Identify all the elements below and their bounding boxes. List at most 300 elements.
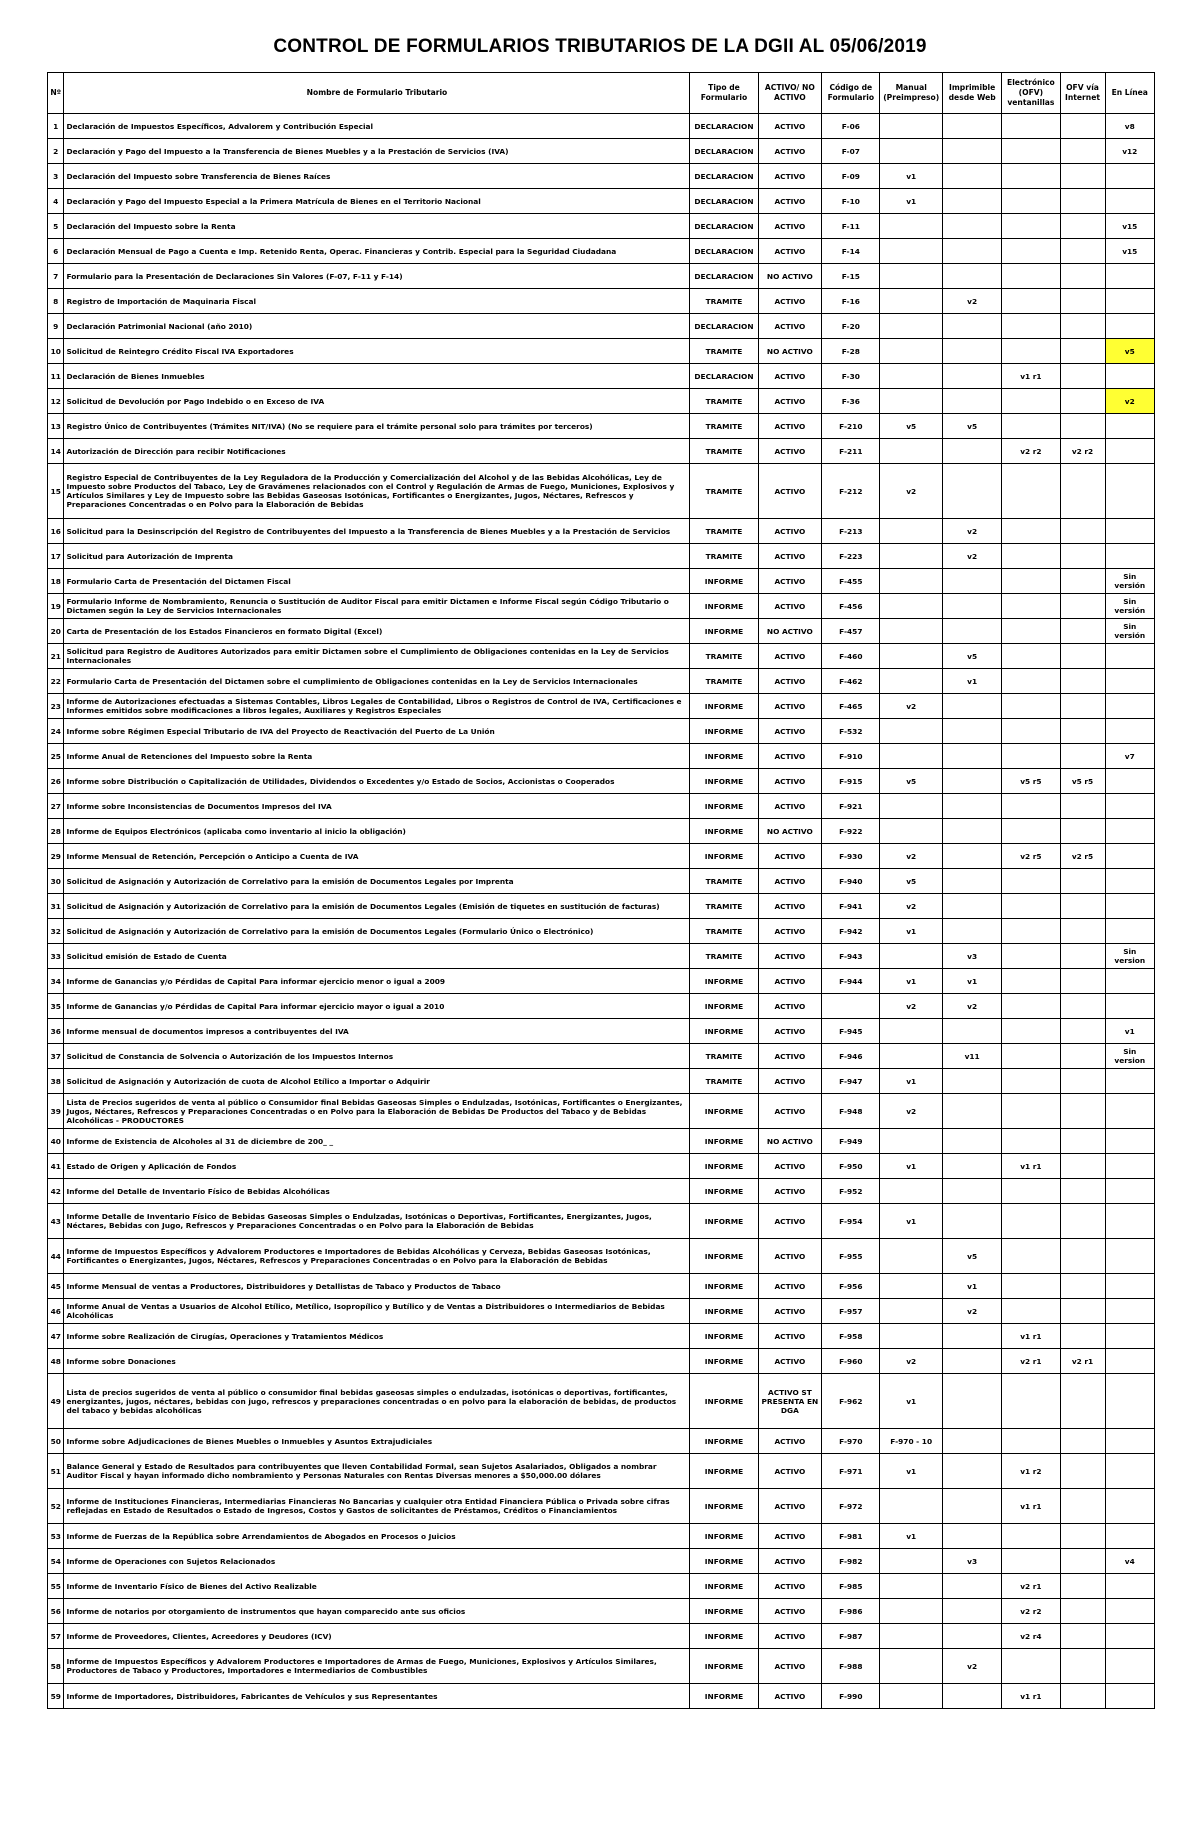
cell-codigo: F-987 [822, 1624, 880, 1649]
cell-tipo: INFORME [690, 1019, 758, 1044]
cell-name: Registro Único de Contribuyentes (Trámites NIT/IVA) (No se requiere para el trámite personal solo para trámites por terceros) [64, 414, 690, 439]
cell-ofv [1060, 164, 1105, 189]
cell-codigo: F-942 [822, 919, 880, 944]
cell-codigo: F-14 [822, 239, 880, 264]
cell-web [943, 894, 1002, 919]
cell-ofv [1060, 239, 1105, 264]
cell-ofv [1060, 694, 1105, 719]
cell-num: 30 [48, 869, 64, 894]
cell-en-linea [1105, 719, 1154, 744]
cell-en-linea [1105, 969, 1154, 994]
cell-electronico: v1 r1 [1002, 1684, 1060, 1709]
cell-num: 41 [48, 1154, 64, 1179]
cell-name: Formulario Carta de Presentación del Dictamen Fiscal [64, 569, 690, 594]
cell-web [943, 694, 1002, 719]
cell-en-linea [1105, 164, 1154, 189]
table-row [48, 189, 1155, 214]
cell-electronico [1002, 1094, 1060, 1129]
cell-estado: ACTIVO [758, 1204, 822, 1239]
cell-ofv [1060, 1019, 1105, 1044]
cell-tipo: INFORME [690, 1489, 758, 1524]
cell-ofv [1060, 1574, 1105, 1599]
table-row [48, 1299, 1155, 1324]
cell-manual [880, 1044, 943, 1069]
cell-electronico [1002, 519, 1060, 544]
cell-web: v1 [943, 969, 1002, 994]
cell-num: 13 [48, 414, 64, 439]
table-row [48, 1524, 1155, 1549]
cell-codigo: F-36 [822, 389, 880, 414]
cell-en-linea [1105, 1299, 1154, 1324]
cell-codigo: F-940 [822, 869, 880, 894]
cell-ofv [1060, 594, 1105, 619]
cell-web [943, 439, 1002, 464]
cell-tipo: INFORME [690, 819, 758, 844]
cell-manual [880, 719, 943, 744]
cell-estado: NO ACTIVO [758, 619, 822, 644]
table-row [48, 969, 1155, 994]
cell-web [943, 1574, 1002, 1599]
cell-en-linea: Sin versión [1105, 619, 1154, 644]
cell-num: 3 [48, 164, 64, 189]
cell-electronico [1002, 919, 1060, 944]
cell-electronico [1002, 189, 1060, 214]
cell-electronico [1002, 969, 1060, 994]
table-body [48, 114, 1155, 1709]
cell-web [943, 1154, 1002, 1179]
cell-tipo: TRAMITE [690, 289, 758, 314]
cell-name: Lista de Precios sugeridos de venta al público o Consumidor final Bebidas Gaseosas Simples o Endulzadas, Isotónicas, Fortificantes o Energizantes, Jugos, Néctares, Refrescos y Preparaciones Concentradas o en Polvo para la Elaboración de Bebidas De Productos del Tabaco y de Bebidas Alcohólicas - PRODUCTORES [64, 1094, 690, 1129]
cell-ofv [1060, 719, 1105, 744]
cell-manual [880, 1574, 943, 1599]
cell-web [943, 314, 1002, 339]
cell-en-linea [1105, 1324, 1154, 1349]
cell-electronico: v2 r5 [1002, 844, 1060, 869]
cell-manual [880, 339, 943, 364]
cell-electronico [1002, 1649, 1060, 1684]
cell-web [943, 139, 1002, 164]
cell-web: v2 [943, 994, 1002, 1019]
cell-web: v5 [943, 1239, 1002, 1274]
cell-web: v2 [943, 544, 1002, 569]
cell-web [943, 844, 1002, 869]
table-row [48, 644, 1155, 669]
header-num: Nº [48, 73, 64, 114]
cell-ofv [1060, 819, 1105, 844]
cell-en-linea [1105, 844, 1154, 869]
cell-name: Informe de Equipos Electrónicos (aplicaba como inventario al inicio la obligación) [64, 819, 690, 844]
cell-estado: ACTIVO [758, 364, 822, 389]
cell-tipo: INFORME [690, 794, 758, 819]
cell-web: v5 [943, 414, 1002, 439]
cell-num: 40 [48, 1129, 64, 1154]
table-row [48, 1574, 1155, 1599]
cell-tipo: TRAMITE [690, 414, 758, 439]
table-row [48, 264, 1155, 289]
cell-electronico [1002, 214, 1060, 239]
cell-manual: F-970 - 10 [880, 1429, 943, 1454]
cell-estado: ACTIVO [758, 969, 822, 994]
cell-web: v2 [943, 519, 1002, 544]
cell-name: Informe de Existencia de Alcoholes al 31 de diciembre de 200_ _ [64, 1129, 690, 1154]
cell-electronico [1002, 619, 1060, 644]
cell-tipo: TRAMITE [690, 389, 758, 414]
cell-estado: ACTIVO [758, 994, 822, 1019]
cell-estado: ACTIVO [758, 744, 822, 769]
cell-estado: ACTIVO [758, 1154, 822, 1179]
cell-estado: ACTIVO [758, 314, 822, 339]
cell-tipo: DECLARACION [690, 364, 758, 389]
cell-ofv [1060, 794, 1105, 819]
table-row [48, 1429, 1155, 1454]
cell-name: Informe sobre Donaciones [64, 1349, 690, 1374]
cell-en-linea [1105, 1154, 1154, 1179]
cell-en-linea [1105, 994, 1154, 1019]
cell-web [943, 1324, 1002, 1349]
cell-tipo: INFORME [690, 1239, 758, 1274]
table-row [48, 819, 1155, 844]
cell-codigo: F-955 [822, 1239, 880, 1274]
cell-name: Solicitud de Asignación y Autorización de Correlativo para la emisión de Documentos Legales (Emisión de tiquetes en sustitución de facturas) [64, 894, 690, 919]
table-row [48, 594, 1155, 619]
cell-codigo: F-946 [822, 1044, 880, 1069]
cell-ofv [1060, 1684, 1105, 1709]
cell-manual [880, 1324, 943, 1349]
cell-web [943, 164, 1002, 189]
cell-manual [880, 114, 943, 139]
cell-electronico: v1 r1 [1002, 1489, 1060, 1524]
cell-tipo: TRAMITE [690, 339, 758, 364]
cell-en-linea [1105, 1094, 1154, 1129]
cell-codigo: F-960 [822, 1349, 880, 1374]
cell-codigo: F-943 [822, 944, 880, 969]
cell-electronico [1002, 139, 1060, 164]
cell-en-linea [1105, 1129, 1154, 1154]
cell-num: 4 [48, 189, 64, 214]
cell-tipo: INFORME [690, 1454, 758, 1489]
cell-electronico [1002, 164, 1060, 189]
cell-ofv: v2 r1 [1060, 1349, 1105, 1374]
cell-tipo: DECLARACION [690, 239, 758, 264]
cell-num: 32 [48, 919, 64, 944]
cell-web: v11 [943, 1044, 1002, 1069]
cell-name: Declaración de Impuestos Específicos, Advalorem y Contribución Especial [64, 114, 690, 139]
cell-estado: ACTIVO [758, 569, 822, 594]
cell-ofv [1060, 464, 1105, 519]
cell-manual [880, 1649, 943, 1684]
cell-en-linea [1105, 644, 1154, 669]
cell-num: 7 [48, 264, 64, 289]
cell-num: 34 [48, 969, 64, 994]
table-row [48, 114, 1155, 139]
cell-electronico [1002, 894, 1060, 919]
cell-estado: ACTIVO [758, 519, 822, 544]
cell-estado: ACTIVO [758, 1324, 822, 1349]
cell-num: 9 [48, 314, 64, 339]
cell-manual: v2 [880, 894, 943, 919]
cell-tipo: INFORME [690, 1204, 758, 1239]
cell-codigo: F-972 [822, 1489, 880, 1524]
cell-en-linea [1105, 1069, 1154, 1094]
cell-electronico: v1 r1 [1002, 1324, 1060, 1349]
table-row [48, 1684, 1155, 1709]
cell-tipo: INFORME [690, 1154, 758, 1179]
cell-en-linea [1105, 919, 1154, 944]
cell-electronico [1002, 289, 1060, 314]
cell-num: 49 [48, 1374, 64, 1429]
cell-tipo: INFORME [690, 569, 758, 594]
cell-name: Informe Mensual de Retención, Percepción o Anticipo a Cuenta de IVA [64, 844, 690, 869]
cell-estado: ACTIVO [758, 164, 822, 189]
cell-estado: NO ACTIVO [758, 819, 822, 844]
cell-estado: ACTIVO [758, 189, 822, 214]
cell-ofv [1060, 1204, 1105, 1239]
cell-manual: v1 [880, 1454, 943, 1489]
cell-num: 20 [48, 619, 64, 644]
cell-name: Solicitud de Devolución por Pago Indebido o en Exceso de IVA [64, 389, 690, 414]
cell-en-linea [1105, 544, 1154, 569]
cell-name: Registro de Importación de Maquinaria Fiscal [64, 289, 690, 314]
cell-manual [880, 1599, 943, 1624]
cell-web: v3 [943, 1549, 1002, 1574]
cell-manual [880, 819, 943, 844]
cell-web: v1 [943, 669, 1002, 694]
cell-ofv [1060, 364, 1105, 389]
cell-en-linea [1105, 794, 1154, 819]
cell-num: 52 [48, 1489, 64, 1524]
table-row [48, 289, 1155, 314]
cell-web [943, 1454, 1002, 1489]
cell-web: v2 [943, 1299, 1002, 1324]
cell-en-linea: v15 [1105, 214, 1154, 239]
cell-web [943, 769, 1002, 794]
cell-num: 47 [48, 1324, 64, 1349]
cell-codigo: F-952 [822, 1179, 880, 1204]
cell-electronico [1002, 594, 1060, 619]
cell-tipo: TRAMITE [690, 669, 758, 694]
cell-name: Informe mensual de documentos impresos a contribuyentes del IVA [64, 1019, 690, 1044]
cell-ofv: v5 r5 [1060, 769, 1105, 794]
table-row [48, 944, 1155, 969]
cell-ofv [1060, 214, 1105, 239]
cell-web [943, 264, 1002, 289]
cell-num: 54 [48, 1549, 64, 1574]
cell-en-linea [1105, 1239, 1154, 1274]
cell-codigo: F-950 [822, 1154, 880, 1179]
cell-electronico [1002, 994, 1060, 1019]
table-row [48, 339, 1155, 364]
cell-tipo: DECLARACION [690, 139, 758, 164]
cell-estado: ACTIVO [758, 139, 822, 164]
cell-manual [880, 1019, 943, 1044]
header-electronico: Electrónico (OFV) ventanillas [1002, 73, 1060, 114]
cell-estado: ACTIVO [758, 1524, 822, 1549]
cell-ofv [1060, 139, 1105, 164]
cell-num: 17 [48, 544, 64, 569]
cell-name: Informe sobre Régimen Especial Tributario de IVA del Proyecto de Reactivación del Puerto de La Unión [64, 719, 690, 744]
table-row [48, 1094, 1155, 1129]
cell-estado: ACTIVO [758, 1454, 822, 1489]
cell-manual: v5 [880, 869, 943, 894]
cell-electronico [1002, 114, 1060, 139]
table-row [48, 1624, 1155, 1649]
cell-manual: v1 [880, 1204, 943, 1239]
cell-codigo: F-456 [822, 594, 880, 619]
cell-codigo: F-954 [822, 1204, 880, 1239]
cell-codigo: F-28 [822, 339, 880, 364]
cell-name: Declaración Patrimonial Nacional (año 2010) [64, 314, 690, 339]
cell-manual [880, 1299, 943, 1324]
cell-tipo: DECLARACION [690, 214, 758, 239]
cell-codigo: F-212 [822, 464, 880, 519]
cell-name: Informe de Proveedores, Clientes, Acreedores y Deudores (ICV) [64, 1624, 690, 1649]
table-row [48, 1239, 1155, 1274]
cell-tipo: INFORME [690, 1429, 758, 1454]
table-row [48, 164, 1155, 189]
cell-codigo: F-462 [822, 669, 880, 694]
cell-num: 29 [48, 844, 64, 869]
cell-en-linea [1105, 669, 1154, 694]
cell-electronico [1002, 819, 1060, 844]
cell-tipo: INFORME [690, 719, 758, 744]
cell-name: Informe Detalle de Inventario Físico de Bebidas Gaseosas Simples o Endulzadas, Isotónicas o Deportivas, Fortificantes, Energizantes, Jugos, Néctares, Bebidas con Jugo, Refrescos y Preparaciones Concentradas o en Polvo para la Elaboración de Bebidas [64, 1204, 690, 1239]
cell-estado: ACTIVO [758, 869, 822, 894]
cell-tipo: INFORME [690, 1649, 758, 1684]
cell-electronico [1002, 1204, 1060, 1239]
table-header-row [48, 73, 1155, 114]
cell-ofv [1060, 944, 1105, 969]
cell-web [943, 919, 1002, 944]
cell-en-linea [1105, 694, 1154, 719]
cell-ofv: v2 r2 [1060, 439, 1105, 464]
table-row [48, 1154, 1155, 1179]
cell-name: Informe de Ganancias y/o Pérdidas de Capital Para informar ejercicio menor o igual a 2009 [64, 969, 690, 994]
cell-name: Solicitud de Constancia de Solvencia o Autorización de los Impuestos Internos [64, 1044, 690, 1069]
cell-manual: v1 [880, 1154, 943, 1179]
cell-electronico [1002, 719, 1060, 744]
cell-manual: v5 [880, 769, 943, 794]
cell-codigo: F-223 [822, 544, 880, 569]
cell-ofv [1060, 519, 1105, 544]
cell-codigo: F-947 [822, 1069, 880, 1094]
cell-tipo: TRAMITE [690, 894, 758, 919]
cell-electronico [1002, 644, 1060, 669]
cell-codigo: F-455 [822, 569, 880, 594]
table-row [48, 1599, 1155, 1624]
cell-codigo: F-10 [822, 189, 880, 214]
cell-num: 43 [48, 1204, 64, 1239]
cell-electronico [1002, 569, 1060, 594]
cell-electronico: v2 r2 [1002, 439, 1060, 464]
table-row [48, 744, 1155, 769]
cell-electronico: v1 r2 [1002, 1454, 1060, 1489]
cell-electronico [1002, 1374, 1060, 1429]
cell-en-linea: v5 [1105, 339, 1154, 364]
cell-ofv [1060, 994, 1105, 1019]
cell-manual [880, 1129, 943, 1154]
cell-manual [880, 389, 943, 414]
cell-tipo: INFORME [690, 844, 758, 869]
cell-name: Solicitud emisión de Estado de Cuenta [64, 944, 690, 969]
cell-tipo: DECLARACION [690, 164, 758, 189]
cell-manual [880, 544, 943, 569]
cell-estado: ACTIVO [758, 1489, 822, 1524]
cell-ofv [1060, 414, 1105, 439]
table-row [48, 1489, 1155, 1524]
cell-estado: ACTIVO [758, 1624, 822, 1649]
cell-ofv [1060, 569, 1105, 594]
cell-ofv [1060, 1299, 1105, 1324]
cell-estado: ACTIVO [758, 1684, 822, 1709]
cell-ofv [1060, 189, 1105, 214]
cell-manual [880, 519, 943, 544]
cell-ofv [1060, 619, 1105, 644]
cell-num: 25 [48, 744, 64, 769]
cell-estado: ACTIVO [758, 1019, 822, 1044]
cell-ofv [1060, 1274, 1105, 1299]
table-row [48, 569, 1155, 594]
cell-name: Informe del Detalle de Inventario Físico de Bebidas Alcohólicas [64, 1179, 690, 1204]
cell-name: Informe de Operaciones con Sujetos Relacionados [64, 1549, 690, 1574]
header-name: Nombre de Formulario Tributario [64, 73, 690, 114]
cell-tipo: INFORME [690, 1524, 758, 1549]
cell-num: 12 [48, 389, 64, 414]
cell-codigo: F-213 [822, 519, 880, 544]
header-ofv: OFV vía Internet [1060, 73, 1105, 114]
cell-name: Informe de Fuerzas de la República sobre Arrendamientos de Abogados en Procesos o Juicios [64, 1524, 690, 1549]
cell-en-linea [1105, 464, 1154, 519]
cell-web [943, 239, 1002, 264]
header-tipo: Tipo de Formulario [690, 73, 758, 114]
cell-en-linea [1105, 314, 1154, 339]
cell-manual [880, 1549, 943, 1574]
cell-estado: ACTIVO [758, 594, 822, 619]
cell-manual [880, 364, 943, 389]
cell-manual [880, 239, 943, 264]
cell-tipo: INFORME [690, 1129, 758, 1154]
cell-electronico [1002, 389, 1060, 414]
cell-num: 14 [48, 439, 64, 464]
cell-tipo: INFORME [690, 1599, 758, 1624]
cell-en-linea: v1 [1105, 1019, 1154, 1044]
cell-tipo: INFORME [690, 1299, 758, 1324]
header-estado: ACTIVO/ NO ACTIVO [758, 73, 822, 114]
table-row [48, 719, 1155, 744]
cell-web [943, 594, 1002, 619]
cell-num: 38 [48, 1069, 64, 1094]
cell-en-linea [1105, 1179, 1154, 1204]
cell-en-linea [1105, 189, 1154, 214]
cell-manual: v2 [880, 1349, 943, 1374]
cell-tipo: TRAMITE [690, 919, 758, 944]
cell-codigo: F-944 [822, 969, 880, 994]
cell-ofv [1060, 1454, 1105, 1489]
cell-name: Informe de Instituciones Financieras, Intermediarias Financieras No Bancarias y cualquier otra Entidad Financiera Pública o Privada sobre cifras reflejadas en Estado de Resultados o Estado de Ingresos, Costos y Gastos de solicitantes de Préstamos, Créditos o Financiamientos [64, 1489, 690, 1524]
cell-electronico [1002, 264, 1060, 289]
header-en-linea: En Línea [1105, 73, 1154, 114]
table-row [48, 1204, 1155, 1239]
cell-name: Lista de precios sugeridos de venta al público o consumidor final bebidas gaseosas simples o endulzadas, isotónicas o deportivas, fortificantes, energizantes, jugos, néctares, bebidas con jugo, refrescos y preparaciones concentradas o en polvo para la elaboración de bebidas, de productos del tabaco y bebidas alcohólicas [64, 1374, 690, 1429]
cell-codigo: F-11 [822, 214, 880, 239]
cell-electronico: v5 r5 [1002, 769, 1060, 794]
cell-tipo: INFORME [690, 694, 758, 719]
cell-manual [880, 594, 943, 619]
table-row [48, 919, 1155, 944]
cell-name: Solicitud para la Desinscripción del Registro de Contribuyentes del Impuesto a la Transferencia de Bienes Muebles y a la Prestación de Servicios [64, 519, 690, 544]
cell-electronico: v2 r2 [1002, 1599, 1060, 1624]
cell-web [943, 1599, 1002, 1624]
cell-tipo: INFORME [690, 1349, 758, 1374]
